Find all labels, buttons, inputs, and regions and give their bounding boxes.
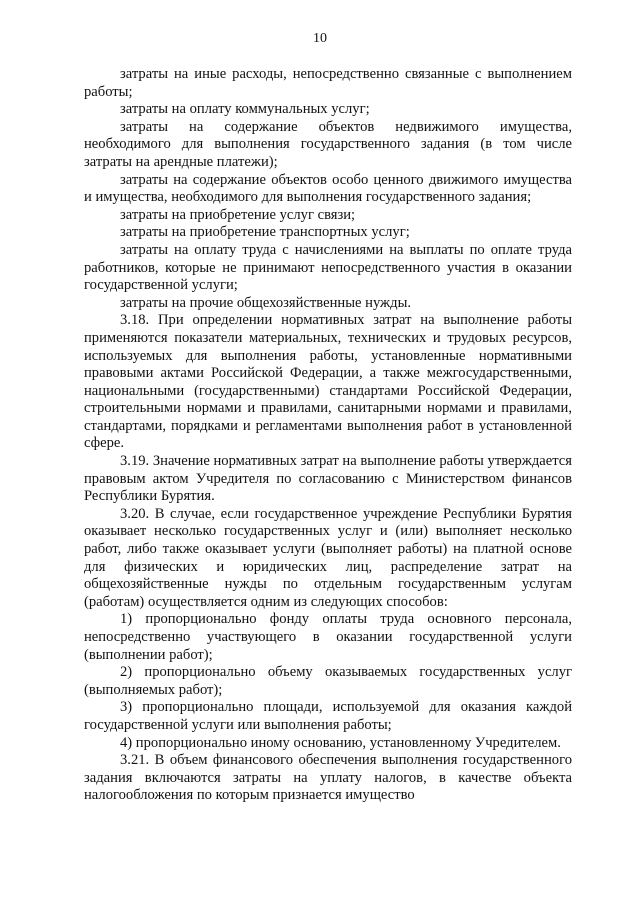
- paragraph-3-21: 3.21. В объем финансового обеспечения выполнения государственного задания включаются затраты на уплату налогов, в качестве объекта налогообложения по которым признается имущество: [84, 752, 572, 804]
- document-body: [84, 66, 572, 805]
- paragraph: затраты на оплату коммунальных услуг;: [120, 101, 370, 118]
- paragraph: затраты на содержание объектов недвижимого имущества, необходимого для выполнения государственного задания (в том числе затраты на арендные платежи);: [84, 118, 572, 170]
- paragraph-3-18: 3.18. При определении нормативных затрат на выполнение работы применяются показатели материальных, технических и трудовых ресурсов, используемых для выполнения работы, установленные нормативными правовыми актами Российской Федерации, а также межгосударственными, национальными (государственными) стандартами Российской Федерации, строительными нормами и правилами, санитарными нормами и правилами, стандартами, порядками и регламентами выполнения работ в установленной сфере.: [84, 312, 572, 452]
- paragraph: затраты на приобретение транспортных услуг;: [120, 224, 410, 241]
- paragraph: затраты на прочие общехозяйственные нужды.: [120, 294, 412, 311]
- list-item: 2) пропорционально объему оказываемых государственных услуг (выполняемых работ);: [84, 664, 572, 698]
- list-item: 1) пропорционально фонду оплаты труда основного персонала, непосредственно участвующего в оказании государственной услуги (выполнении работ);: [84, 611, 572, 663]
- paragraph: затраты на приобретение услуг связи;: [120, 206, 356, 223]
- paragraph: затраты на содержание объектов особо ценного движимого имущества и имущества, необходимого для выполнения государственного задания;: [84, 171, 572, 206]
- paragraph-3-20: 3.20. В случае, если государственное учреждение Республики Бурятия оказывает несколько государственных услуг и (или) выполняет несколько работ, либо также оказывает услуги (выполняет работы) на платной основе для физических и юридических лиц, распределение затрат на общехозяйственные нужды по отдельным государственным услугам (работам) осуществляется одним из следующих способов:: [84, 505, 572, 610]
- list-item: 3) пропорционально площади, используемой для оказания каждой государственной услуги или выполнения работы;: [84, 699, 572, 733]
- paragraph: затраты на оплату труда с начислениями на выплаты по оплате труда работников, которые не принимают непосредственного участия в оказании государственной услуги;: [84, 241, 572, 294]
- paragraph: затраты на иные расходы, непосредственно связанные с выполнением работы;: [84, 66, 572, 100]
- page-number: 10: [313, 31, 327, 46]
- paragraph-3-19: 3.19. Значение нормативных затрат на выполнение работы утверждается правовым актом Учредителя по согласованию с Министерством финансов Республики Бурятия.: [84, 453, 572, 505]
- list-item: 4) пропорционально иному основанию, установленному Учредителем.: [120, 734, 561, 751]
